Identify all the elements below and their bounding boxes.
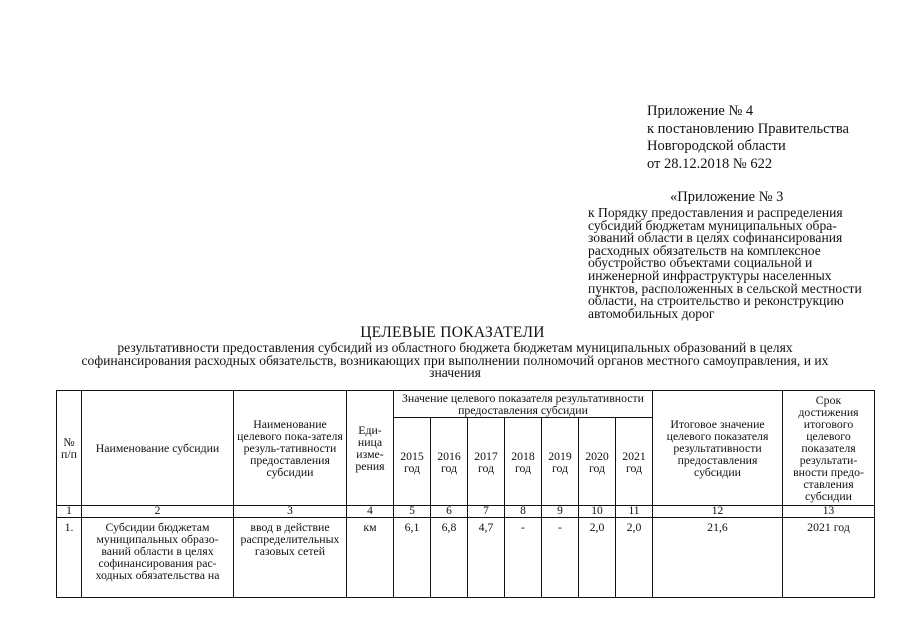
header-subsidy-name: Наименование субсидии	[82, 391, 234, 506]
order-reference: к Порядку предоставления и распределения субсидий бюджетам муниципальных обра-зований области в целях софинансирования расходных обязательств на комплексное обустройство объектами социальной и инженерной инфраструктуры населенных пунктов, расположенных в сельской местности области, на строительство и реконструкцию автомобильных дорог	[588, 205, 862, 321]
row-value-2018: -	[505, 518, 542, 598]
header-value-group: Значение целевого показателя результативности предоставления субсидии	[394, 391, 653, 418]
row-value-2017: 4,7	[468, 518, 505, 598]
column-number: 6	[431, 506, 468, 518]
header-year: 2021 год	[616, 418, 653, 506]
row-value-2020: 2,0	[579, 518, 616, 598]
column-number: 5	[394, 506, 431, 518]
column-number: 8	[505, 506, 542, 518]
header-num: № п/п	[57, 391, 82, 506]
document-title: ЦЕЛЕВЫЕ ПОКАЗАТЕЛИ	[360, 324, 545, 341]
column-number: 11	[616, 506, 653, 518]
row-value-2016: 6,8	[431, 518, 468, 598]
column-number: 4	[347, 506, 394, 518]
header-indicator: Наименование целевого пока-зателя резуль-тативности предоставления субсидии	[234, 391, 347, 506]
appendix-heading	[647, 103, 849, 173]
header-final-value: Итоговое значение целевого показателя результативности предоставления субсидии	[653, 391, 783, 506]
column-number: 10	[579, 506, 616, 518]
header-year: 2015 год	[394, 418, 431, 506]
row-indicator: ввод в действие распределительных газовых сетей	[234, 518, 347, 598]
row-value-2015: 6,1	[394, 518, 431, 598]
appendix-line-3: Новгородской области	[647, 138, 786, 154]
column-number: 9	[542, 506, 579, 518]
header-year: 2016 год	[431, 418, 468, 506]
header-year: 2019 год	[542, 418, 579, 506]
row-final-value: 21,6	[653, 518, 783, 598]
row-unit: км	[347, 518, 394, 598]
appendix-line-2: к постановлению Правительства	[647, 120, 849, 137]
header-unit: Еди-ница изме-рения	[347, 391, 394, 506]
row-subsidy-name: Субсидии бюджетам муниципальных образо-ваний области в целях софинансирования рас-ходных обязательства на	[82, 518, 234, 598]
column-number: 13	[783, 506, 875, 518]
header-year: 2018 год	[505, 418, 542, 506]
column-number: 7	[468, 506, 505, 518]
column-number: 12	[653, 506, 783, 518]
appendix-line-4: от 28.12.2018 № 622	[647, 155, 773, 172]
header-deadline: Срок достижения итогового целевого показателя результати-вности предо-ставления субсидии	[783, 391, 875, 506]
row-num: 1.	[57, 518, 82, 598]
document-subtitle: результативности предоставления субсидий из областного бюджета бюджетам муниципальных образований в целях софинансирования расходных обязательств, возникающих при выполнении полномочий органов местного самоуправления, и их значения	[81, 340, 829, 381]
indicators-table	[56, 390, 875, 598]
appendix-line-1: Приложение № 4	[647, 103, 754, 119]
column-number: 3	[234, 506, 347, 518]
row-value-2019: -	[542, 518, 579, 598]
row-deadline: 2021 год	[783, 518, 875, 598]
header-year: 2017 год	[468, 418, 505, 506]
header-year: 2020 год	[579, 418, 616, 506]
row-value-2021: 2,0	[616, 518, 653, 598]
column-number: 1	[57, 506, 82, 518]
column-number: 2	[82, 506, 234, 518]
appendix-3-heading: «Приложение № 3	[670, 189, 784, 205]
